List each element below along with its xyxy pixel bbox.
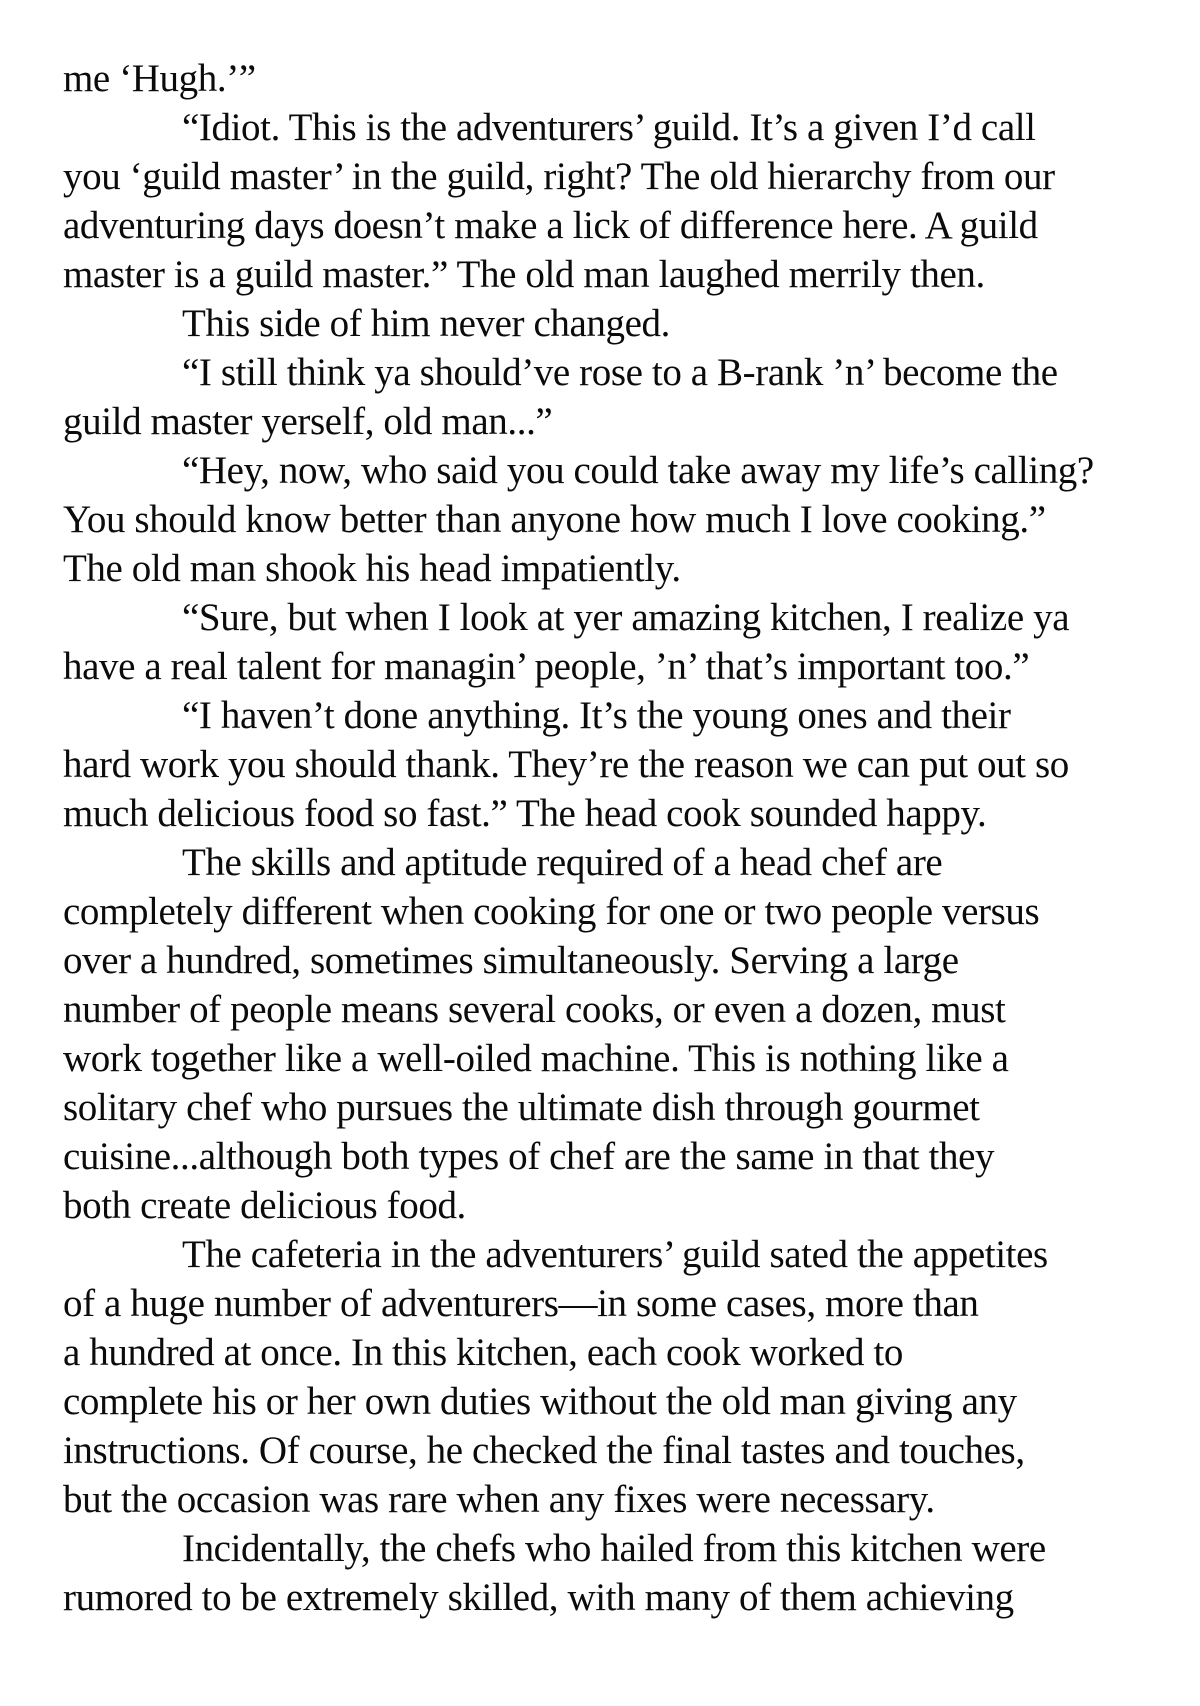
text-line: me ‘Hugh.’” [63, 57, 256, 100]
text-line: The old man shook his head impatiently. [63, 547, 681, 590]
text-line: guild master yerself, old man...” [63, 400, 553, 443]
text-line: much delicious food so fast.” The head cook sounded happy. [63, 792, 987, 835]
text-line: number of people means several cooks, or even a dozen, must [63, 988, 1006, 1031]
text-line: This side of him never changed. [182, 302, 670, 345]
text-line: The skills and aptitude required of a head chef are [182, 841, 943, 884]
text-line: complete his or her own duties without the old man giving any [63, 1380, 1017, 1423]
text-line: completely different when cooking for one or two people versus [63, 890, 1040, 933]
text-line: over a hundred, sometimes simultaneously. Serving a large [63, 939, 959, 982]
text-line: “I still think ya should’ve rose to a B-rank ’n’ become the [182, 351, 1058, 394]
text-line: “Sure, but when I look at yer amazing kitchen, I realize ya [182, 596, 1070, 639]
text-line: both create delicious food. [63, 1184, 466, 1227]
text-line: you ‘guild master’ in the guild, right? The old hierarchy from our [63, 155, 1055, 198]
text-line: rumored to be extremely skilled, with many of them achieving [63, 1576, 1014, 1619]
text-line: of a huge number of adventurers—in some cases, more than [63, 1282, 979, 1325]
text-line: Incidentally, the chefs who hailed from this kitchen were [182, 1527, 1046, 1570]
text-line: The cafeteria in the adventurers’ guild sated the appetites [182, 1233, 1048, 1276]
text-line: “Idiot. This is the adventurers’ guild. It’s a given I’d call [182, 106, 1036, 149]
text-line: work together like a well-oiled machine. This is nothing like a [63, 1037, 1009, 1080]
text-line: master is a guild master.” The old man laughed merrily then. [63, 253, 985, 296]
text-line: You should know better than anyone how much I love cooking.” [63, 498, 1046, 541]
text-line: instructions. Of course, he checked the final tastes and touches, [63, 1429, 1025, 1472]
text-line: adventuring days doesn’t make a lick of difference here. A guild [63, 204, 1038, 247]
text-line: solitary chef who pursues the ultimate dish through gourmet [63, 1086, 980, 1129]
text-line: “I haven’t done anything. It’s the young ones and their [182, 694, 1011, 737]
page-text-container [63, 54, 1160, 1622]
text-line: hard work you should thank. They’re the reason we can put out so [63, 743, 1069, 786]
text-line: cuisine...although both types of chef are the same in that they [63, 1135, 995, 1178]
text-line: but the occasion was rare when any fixes were necessary. [63, 1478, 935, 1521]
text-line: a hundred at once. In this kitchen, each cook worked to [63, 1331, 904, 1374]
text-line: “Hey, now, who said you could take away my life’s calling? [182, 449, 1094, 492]
text-line: have a real talent for managin’ people, ’n’ that’s important too.” [63, 645, 1030, 688]
